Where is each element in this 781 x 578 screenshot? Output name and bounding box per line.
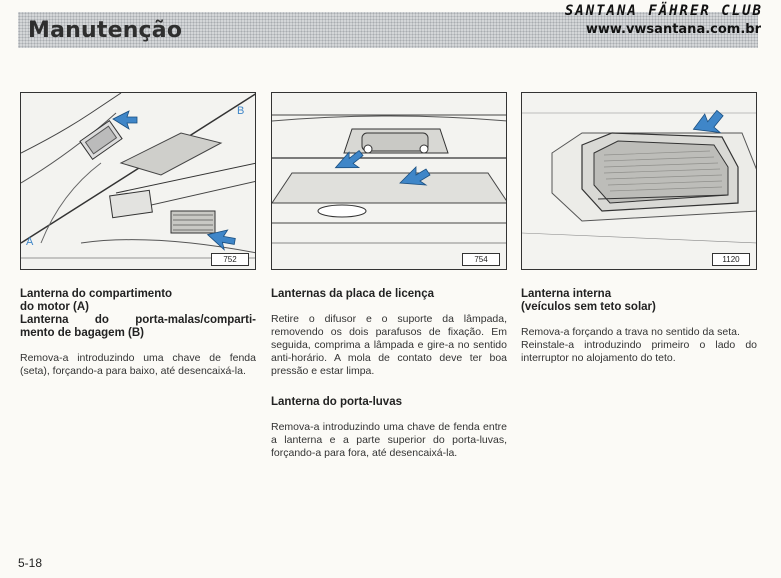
heading-line: Lanterna do porta-malas/comparti- xyxy=(20,314,256,326)
figure-number: 1120 xyxy=(712,253,750,266)
figure-license-plate-lamp xyxy=(271,92,507,270)
club-url[interactable]: www.vwsantana.com.br xyxy=(585,22,761,37)
column-engine-trunk-lamp xyxy=(20,288,256,396)
instruction-paragraph: Remova-a introduzindo uma chave de fenda (seta), forçando-a para baixo, até desencaixá-la. xyxy=(20,352,256,377)
heading-line: (veículos sem teto solar) xyxy=(521,301,656,313)
figure-interior-lamp xyxy=(521,92,757,270)
heading-line: Lanterna interna xyxy=(521,288,612,300)
section-heading: Lanterna do porta-luvas xyxy=(271,396,402,408)
instruction-paragraph: Remova-a forçando a trava no sentido da seta. xyxy=(521,326,740,338)
figure-number: 752 xyxy=(211,253,249,266)
instruction-paragraph: Retire o difusor e o suporte da lâmpada, removendo os dois parafusos de fixação. Em seguida, comprima a lâmpada e gire-a no sentido anti-horário. A mola de contato deve ter boa pressão e estar limpa. xyxy=(271,313,507,377)
figure-engine-trunk-lamp xyxy=(20,92,256,270)
figure-illustration xyxy=(21,93,256,270)
figure-illustration xyxy=(272,93,507,270)
label-a: A xyxy=(26,236,34,248)
instruction-paragraph: Reinstale-a introduzindo primeiro o lado do interruptor no alojamento do teto. xyxy=(521,339,757,364)
section-heading xyxy=(521,288,757,314)
heading-line: mento de bagagem (B) xyxy=(20,327,144,339)
club-name: SANTANA FÄHRER CLUB xyxy=(564,3,763,19)
instruction-paragraph: Remova-a introduzindo uma chave de fenda entre a lanterna e a parte superior do porta-luvas, forçando-a para fora, até desencaixá-la. xyxy=(271,421,507,459)
heading-line: do motor (A) xyxy=(20,301,89,313)
page-number: 5-18 xyxy=(18,556,43,570)
section-heading: Lanternas da placa de licença xyxy=(271,288,434,300)
arrow-icon xyxy=(113,111,137,129)
column-license-plate-lamp xyxy=(271,288,507,478)
section-heading xyxy=(20,288,256,340)
heading-line: Lanterna do compartimento xyxy=(20,288,173,300)
label-b: B xyxy=(237,105,245,117)
column-interior-lamp xyxy=(521,288,757,383)
figure-number: 754 xyxy=(462,253,500,266)
figure-illustration xyxy=(522,93,757,270)
section-title: Manutenção xyxy=(28,18,183,43)
